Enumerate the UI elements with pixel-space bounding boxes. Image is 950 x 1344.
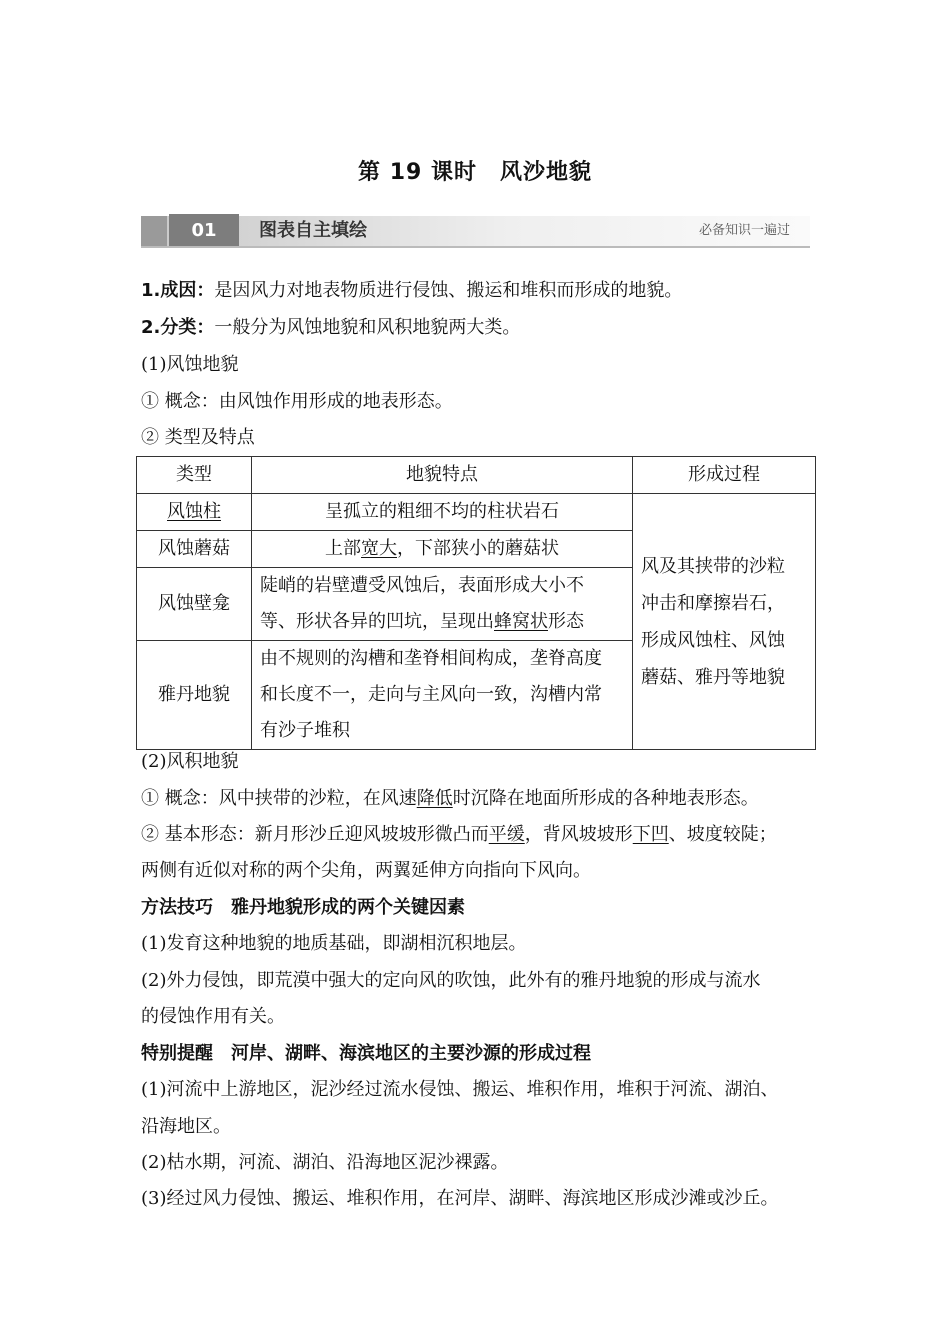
feature-line: 由不规则的沟槽和垄脊相间构成，垄脊高度	[260, 648, 602, 669]
table-cell-feature	[252, 641, 633, 750]
section-number: 01	[169, 214, 239, 248]
aeolian-basic-form-cont: 两侧有近似对称的两个尖角，两翼延伸方向指向下风向。	[141, 860, 591, 881]
special-note-1: (1)河流中上游地区，泥沙经过流水侵蚀、搬运、堆积作用，堆积于河流、湖泊、	[141, 1079, 779, 1100]
underlined-answer: 宽大	[361, 538, 397, 559]
cause-text: 是因风力对地表物质进行侵蚀、搬运和堆积而形成的地貌。	[214, 280, 683, 301]
underlined-answer: 平缓	[488, 824, 525, 845]
aeolian-landform-heading: (2)风积地貌	[141, 751, 239, 772]
cause-heading: 1.成因：	[141, 280, 215, 301]
underlined-answer: 风蚀柱	[167, 501, 221, 522]
banner-left-bar	[141, 216, 167, 246]
method-tip-2-cont: 的侵蚀作用有关。	[141, 1006, 285, 1027]
special-note-1-cont: 沿海地区。	[141, 1116, 231, 1137]
erosion-types-heading: ② 类型及特点	[141, 427, 255, 448]
text-span: ① 概念：风中挟带的沙粒，在风速	[141, 788, 417, 809]
underlined-answer: 蜂窝状	[494, 611, 548, 632]
erosion-landform-table	[136, 456, 816, 750]
process-line: 冲击和摩擦岩石，	[641, 592, 785, 614]
text-span: 时沉降在地面所形成的各种地表形态。	[452, 788, 759, 809]
text-span: 、坡度较陡；	[668, 824, 777, 845]
aeolian-concept	[141, 784, 759, 810]
banner-underline	[141, 246, 810, 248]
section-hint: 必备知识一遍过	[698, 223, 790, 238]
classification-paragraph	[141, 313, 520, 339]
underlined-answer: 降低	[416, 788, 453, 809]
classification-heading: 2.分类：	[141, 317, 215, 338]
table-header-features: 地貌特点	[252, 457, 633, 494]
method-tip-2: (2)外力侵蚀，即荒漠中强大的定向风的吹蚀，此外有的雅丹地貌的形成与流水	[141, 970, 761, 991]
feature-line: 陡峭的岩壁遭受风蚀后，表面形成大小不	[260, 575, 584, 596]
table-header-process: 形成过程	[633, 457, 816, 494]
classification-text: 一般分为风蚀地貌和风积地貌两大类。	[214, 317, 521, 338]
table-cell-type: 风蚀壁龛	[137, 568, 252, 641]
feature-line: 和长度不一，走向与主风向一致，沟槽内常	[260, 684, 602, 705]
table-cell-process	[633, 494, 816, 750]
table-cell-type: 雅丹地貌	[137, 641, 252, 750]
method-tips-heading: 方法技巧 雅丹地貌形成的两个关键因素	[141, 897, 465, 918]
process-line: 蘑菇、雅丹等地貌	[641, 666, 785, 688]
special-note-3: (3)经过风力侵蚀、搬运、堆积作用，在河岸、湖畔、海滨地区形成沙滩或沙丘。	[141, 1188, 779, 1209]
feature-line: 有沙子堆积	[260, 720, 350, 741]
aeolian-basic-form	[141, 820, 777, 846]
special-note-2: (2)枯水期，河流、湖泊、沿海地区泥沙裸露。	[141, 1152, 509, 1173]
underlined-answer: 下凹	[632, 824, 669, 845]
feature-text: 形态	[548, 611, 584, 632]
process-line: 风及其挟带的沙粒	[641, 555, 785, 577]
text-span: ，背风坡坡形	[524, 824, 633, 845]
table-cell-type: 风蚀蘑菇	[137, 531, 252, 568]
section-banner	[141, 214, 810, 248]
method-tip-1: (1)发育这种地貌的地质基础，即湖相沉积地层。	[141, 933, 527, 954]
table-cell-feature	[252, 531, 633, 568]
erosion-landform-heading: (1)风蚀地貌	[141, 354, 239, 375]
feature-text: 等、形状各异的凹坑，呈现出	[260, 611, 494, 632]
feature-text: 上部	[325, 538, 361, 559]
special-note-heading: 特别提醒 河岸、湖畔、海滨地区的主要沙源的形成过程	[141, 1043, 591, 1064]
feature-line	[260, 604, 624, 640]
table-cell-feature: 呈孤立的粗细不均的柱状岩石	[252, 494, 633, 531]
section-title: 图表自主填绘	[259, 220, 367, 241]
table-cell-type	[137, 494, 252, 531]
feature-text: ，下部狭小的蘑菇状	[397, 538, 559, 559]
cause-paragraph	[141, 276, 682, 302]
table-header-type: 类型	[137, 457, 252, 494]
process-line: 形成风蚀柱、风蚀	[641, 629, 785, 651]
table-cell-feature	[252, 568, 633, 641]
page-title: 第 19 课时 风沙地貌	[358, 160, 592, 185]
text-span: ② 基本形态：新月形沙丘迎风坡坡形微凸而	[141, 824, 489, 845]
erosion-concept: ① 概念：由风蚀作用形成的地表形态。	[141, 391, 453, 412]
